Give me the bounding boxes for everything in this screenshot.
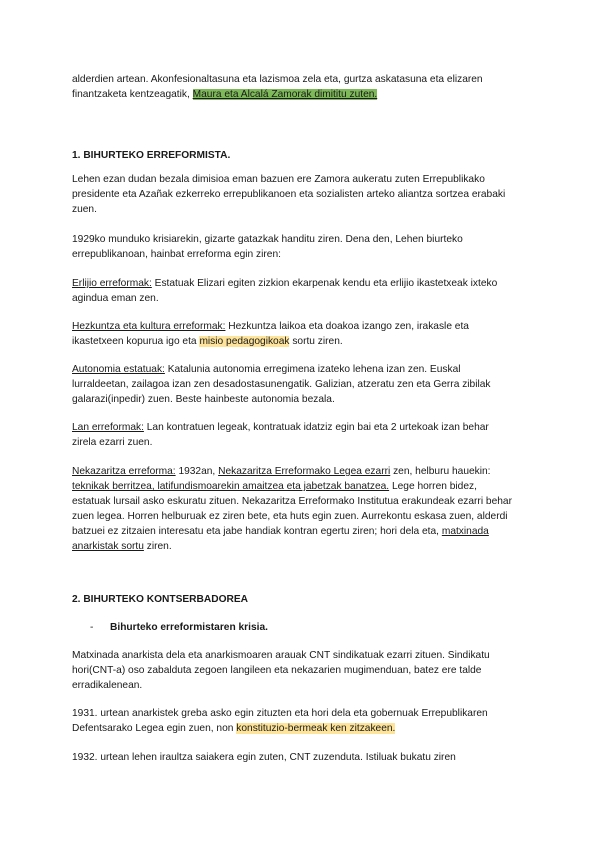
heading-bihurteko-kontserbadorea: 2. BIHURTEKO KONTSERBADOREA: [72, 594, 249, 605]
paragraph-intro: alderdien artean. Akonfesionaltasuna eta lazismoa zela eta, gurtza askatasuna eta elizaren finantzaketa kentzeagatik, Maura eta Alcalá Zamorak dimititu zuten.: [72, 74, 483, 100]
bullet-dash: -: [90, 622, 94, 633]
paragraph-1932: 1932. urtean lehen iraultza saiakera egin zuten, CNT zuzenduta. Istiluak bukatu ziren: [72, 752, 456, 763]
paragraph-lan: Lan erreformak: Lan kontratuen legeak, kontratuak idatziz egin bai eta 2 urtekoak izan behar zirela ezarri zuen.: [72, 422, 489, 448]
paragraph-autonomia: Autonomia estatuak: Katalunia autonomia erregimena izateko lehena izan zen. Euskal lurraldeetan, zailagoa izan zen desadostasunengatik. Galizian, atzeratu zen eta Gerra zibilak galarazi(inpedir) zuen. Beste hainbeste autonomia bezala.: [72, 364, 491, 405]
highlight-misio: misio pedagogikoak: [199, 336, 290, 347]
highlight-konstituzio: konstituzio-bermeak ken zitzakeen.: [236, 723, 396, 734]
paragraph-nekazaritza: Nekazaritza erreforma: 1932an, Nekazaritza Erreformako Legea ezarri zen, helburu hauekin: teknikak berritzea, latifundismoarekin amaitzea eta jabetzak banatzea. Lege horren bidez, estatuak lursail asko eskuratu zituen. Nekazaritza Erreformako Institutua erakundeak ezarri behar zuen legea. Horren helburuak ez ziren bete, eta huts egin zuen. Aurrekontu eskasa zuen, alderdi batzuei ez zitzaien interesatu eta jabe handiak kontran egertu ziren; hori dela eta, matxinada anarkistak sortu ziren.: [72, 466, 512, 552]
bullet-item: - Bihurteko erreformistaren krisia.: [90, 622, 268, 633]
paragraph-hezkuntza: Hezkuntza eta kultura erreformak: Hezkuntza laikoa eta doakoa izango zen, irakasle eta ikastetxeen kopurua igo eta misio pedagogikoak sortu ziren.: [72, 321, 469, 347]
paragraph-matxinada: Matxinada anarkista dela eta anarkismoaren arauak CNT sindikatuak ezarri zituen. Sindikatu hori(CNT-a) oso zabalduta zegoen langileen eta nekazarien mugimenduan, batez ere talde erradikalenean.: [72, 650, 490, 691]
paragraph-erlijio: Erlijio erreformak: Estatuak Elizari egiten zizkion ekarpenak kendu eta erlijio ikastetxeak ixteko agindua eman zen.: [72, 278, 498, 304]
paragraph-zamora: Lehen ezan dudan bezala dimisioa eman bazuen ere Zamora aukeratu zuten Errepublikako presidente eta Azañak ezkerreko errepublikanoen eta sozialisten arteko aliantza sortzea erabaki zuen.: [72, 174, 506, 215]
paragraph-krisia: 1929ko munduko krisiarekin, gizarte gatazkak handitu ziren. Dena den, Lehen biurteko errepublikanoan, hainbat erreforma egin ziren:: [72, 234, 463, 260]
highlight-dimitition: Maura eta Alcalá Zamorak dimititu zuten.: [192, 89, 378, 100]
heading-bihurteko-erreformista: 1. BIHURTEKO ERREFORMISTA.: [72, 150, 231, 161]
paragraph-1931: 1931. urtean anarkistek greba asko egin zituzten eta hori dela eta gobernuak Errepublikaren Defentsarako Legea egin zuen, non konstituzio-bermeak ken zitzakeen.: [72, 708, 488, 734]
